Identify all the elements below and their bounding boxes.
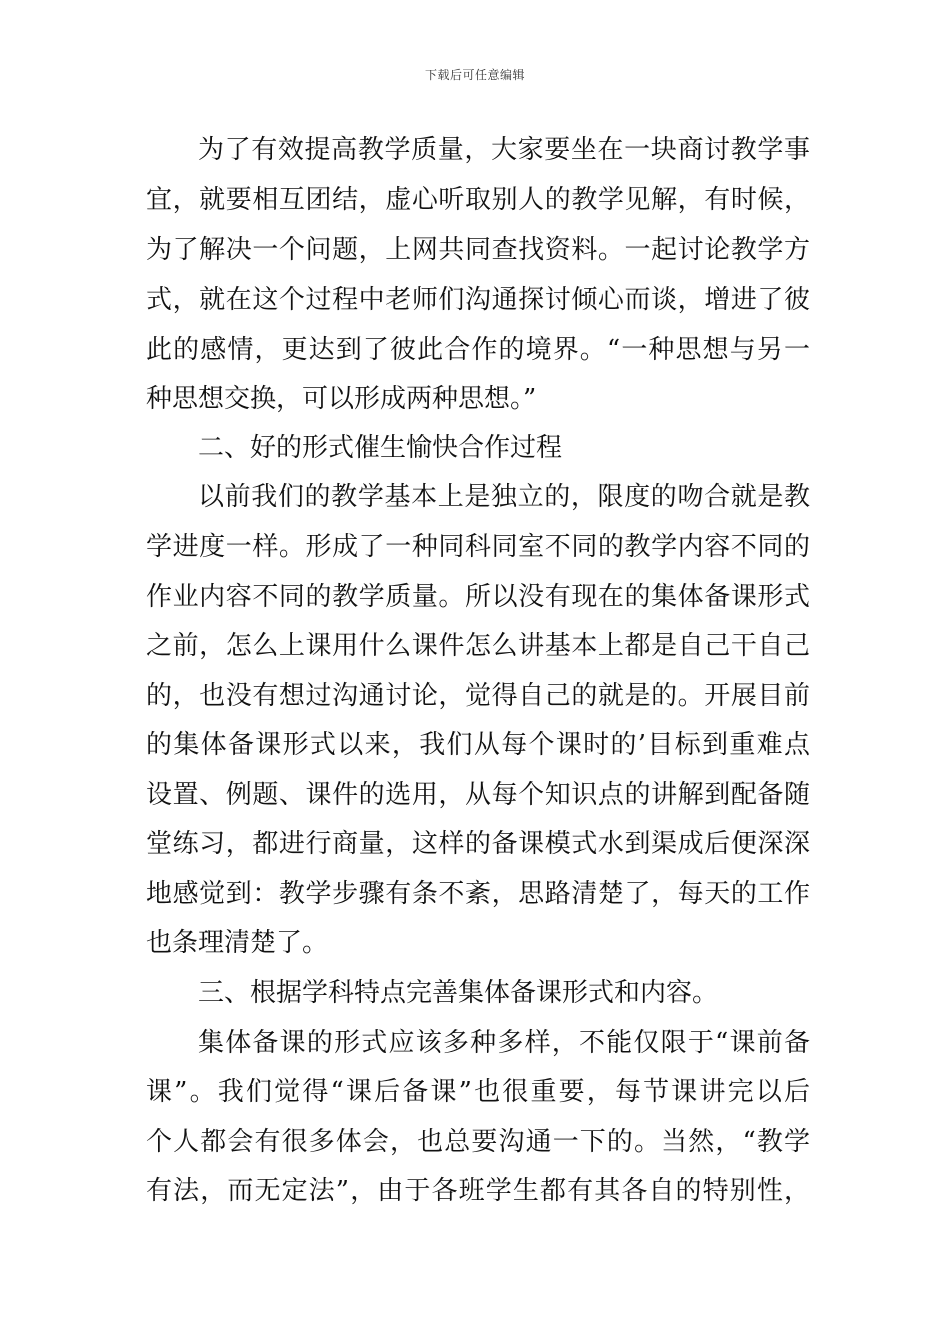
paragraph-line: 的集体备课形式以来，我们从每个课时的’目标到重难点 bbox=[146, 730, 810, 760]
paragraph-line: 的，也没有想过沟通讨论，觉得自己的就是的。开展目前 bbox=[146, 681, 810, 711]
paragraph-line: 学进度一样。形成了一种同科同室不同的教学内容不同的 bbox=[146, 532, 810, 562]
section-heading: 二、好的形式催生愉快合作过程 bbox=[198, 433, 563, 463]
paragraph-line: 之前，怎么上课用什么课件怎么讲基本上都是自己干自己 bbox=[146, 631, 810, 661]
paragraph-line: 也条理清楚了。 bbox=[146, 928, 329, 958]
paragraph-line: 为了解决一个问题，上网共同查找资料。一起讨论教学方 bbox=[146, 235, 810, 265]
paragraph-line: 有法，而无定法”，由于各班学生都有其各自的特别性， bbox=[146, 1176, 810, 1206]
paragraph-line: 为了有效提高教学质量，大家要坐在一块商讨教学事 bbox=[198, 135, 810, 165]
section-heading: 三、根据学科特点完善集体备课形式和内容。 bbox=[198, 978, 719, 1008]
paragraph-line: 个人都会有很多体会，也总要沟通一下的。当然，“教学 bbox=[146, 1127, 810, 1157]
paragraph-line: 作业内容不同的教学质量。所以没有现在的集体备课形式 bbox=[146, 582, 810, 612]
paragraph-line: 以前我们的教学基本上是独立的，限度的吻合就是教 bbox=[198, 482, 810, 512]
paragraph-line: 集体备课的形式应该多种多样，不能仅限于“课前备 bbox=[198, 1028, 810, 1058]
header-note: 下载后可任意编辑 bbox=[424, 68, 525, 82]
paragraph-line: 此的感情，更达到了彼此合作的境界。“一种思想与另一 bbox=[146, 335, 810, 365]
paragraph-line: 式，就在这个过程中老师们沟通探讨倾心而谈，增进了彼 bbox=[146, 285, 810, 315]
paragraph-line: 课”。我们觉得“课后备课”也很重要，每节课讲完以后 bbox=[146, 1077, 810, 1107]
paragraph-line: 设置、例题、课件的选用，从每个知识点的讲解到配备随 bbox=[146, 780, 810, 810]
paragraph-line: 种思想交换，可以形成两种思想。” bbox=[146, 384, 537, 414]
paragraph-line: 堂练习，都进行商量，这样的备课模式水到渠成后便深深 bbox=[146, 829, 810, 859]
paragraph-line: 地感觉到：教学步骤有条不紊，思路清楚了，每天的工作 bbox=[146, 879, 810, 909]
paragraph-line: 宜，就要相互团结，虚心听取别人的教学见解，有时候， bbox=[146, 185, 810, 215]
